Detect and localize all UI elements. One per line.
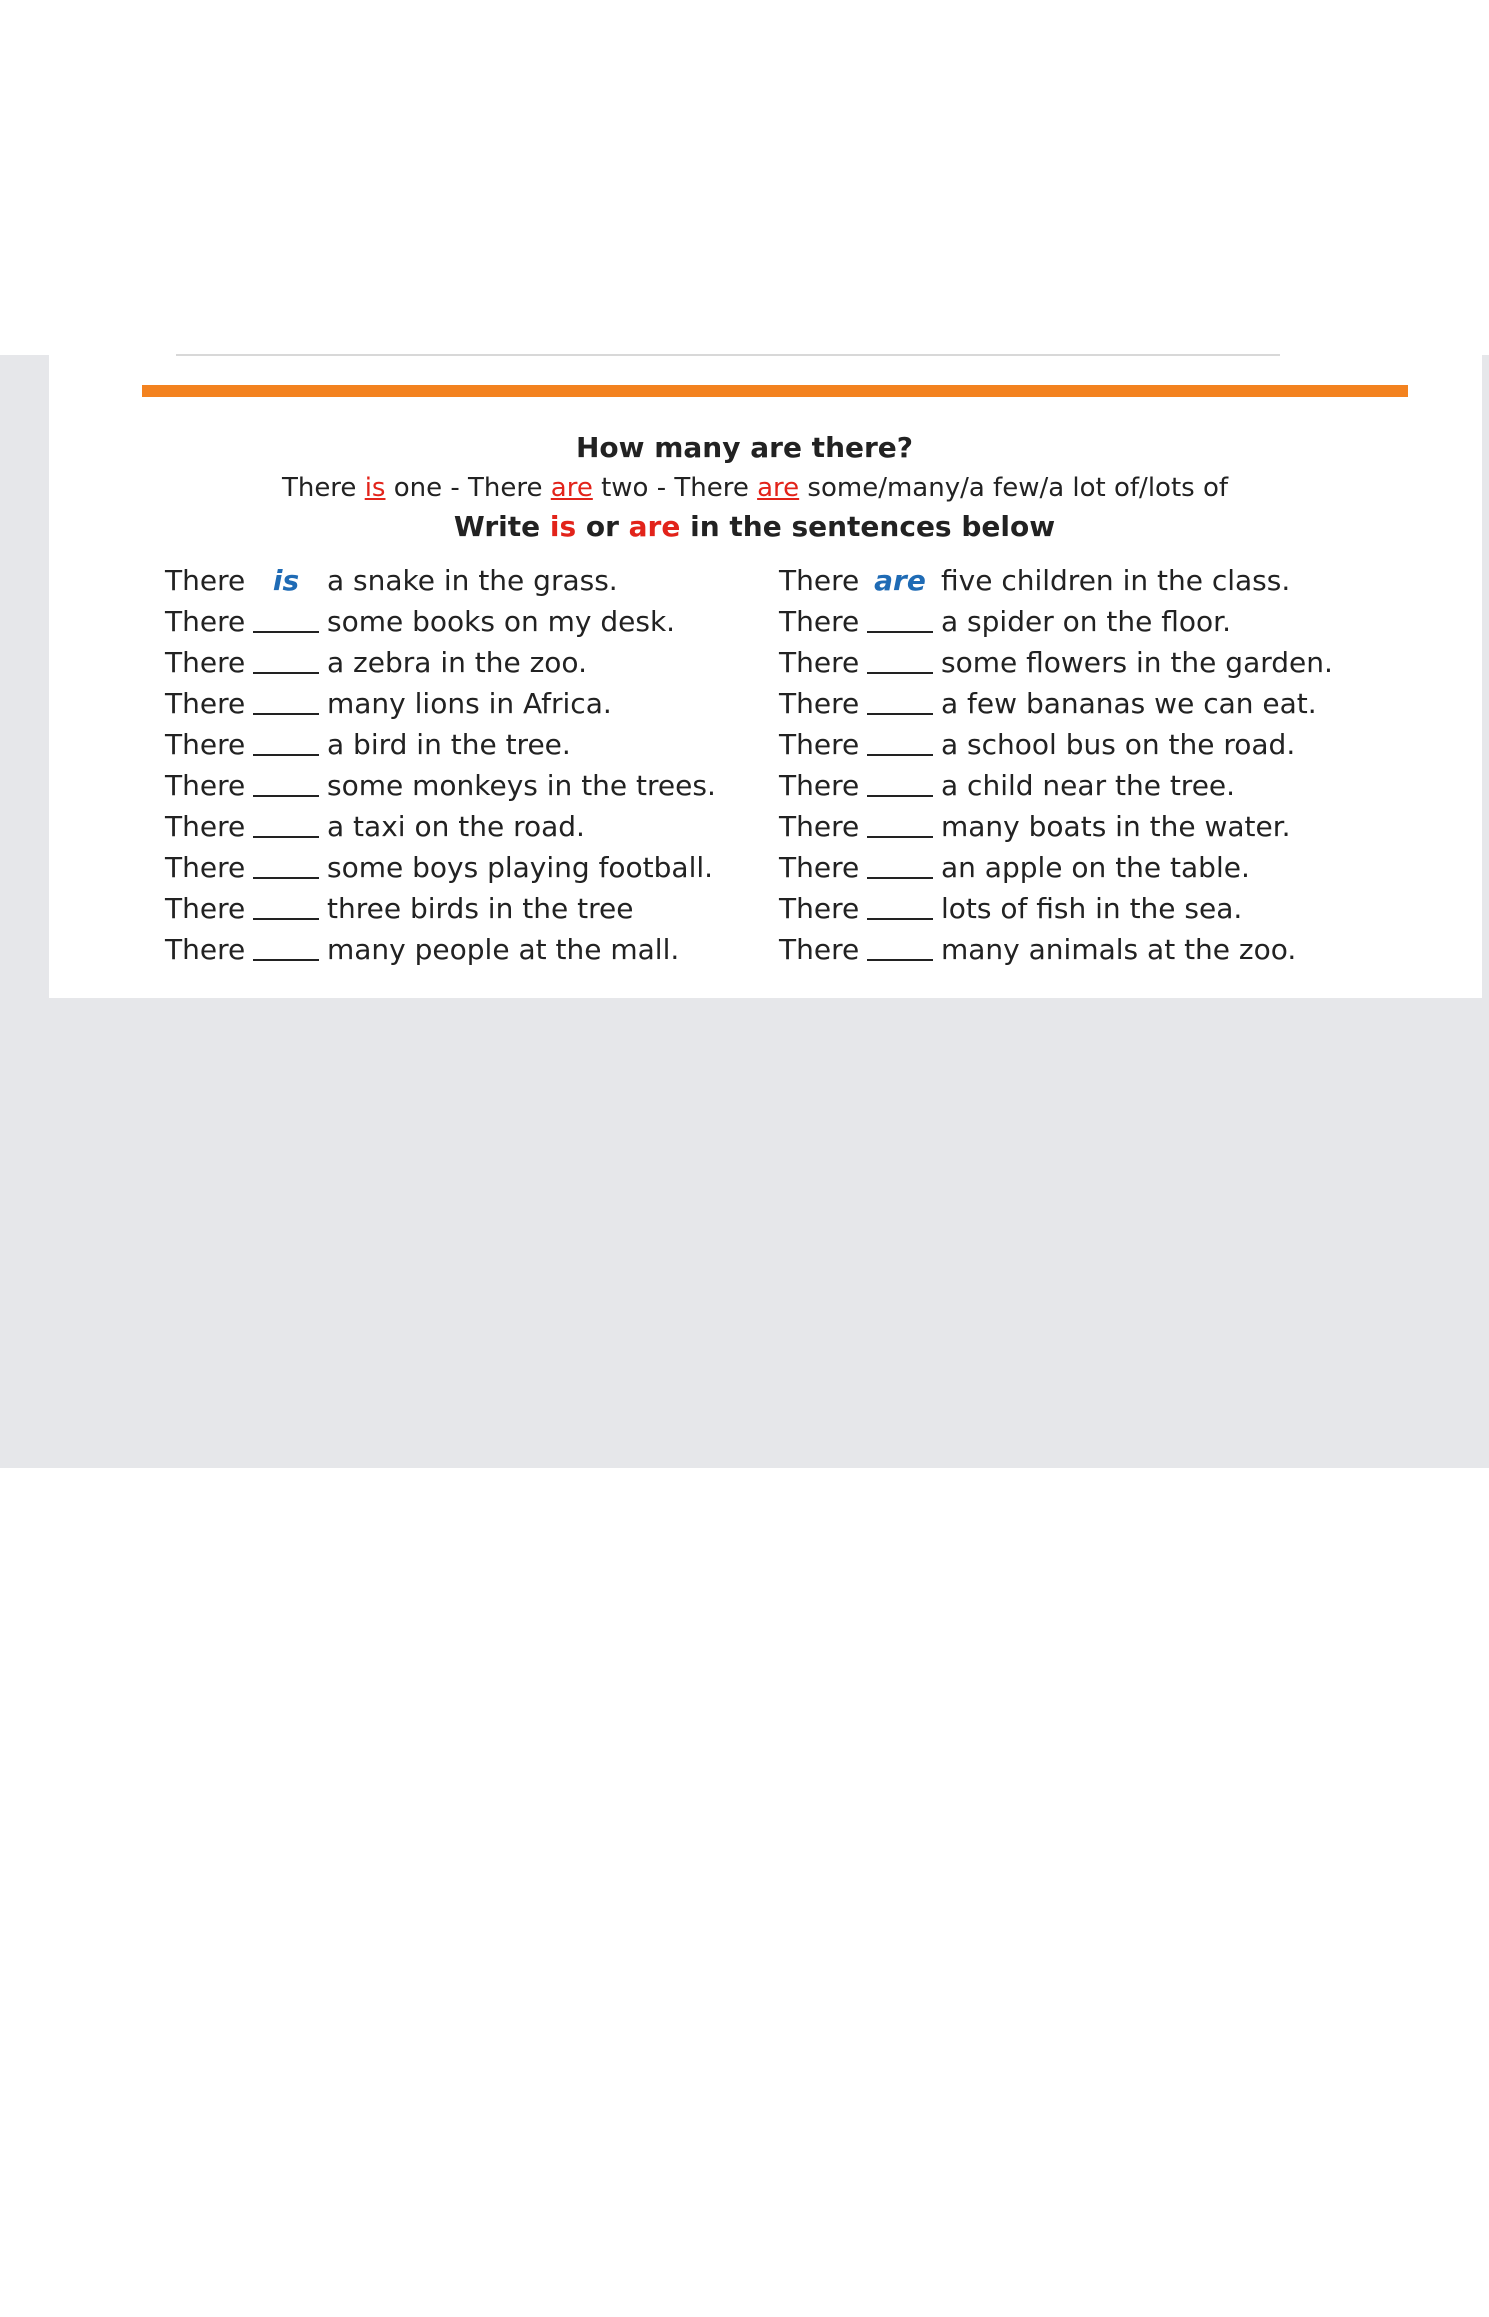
sentence-column-right bbox=[779, 560, 1333, 970]
sentence-end: a zebra in the zoo. bbox=[327, 646, 587, 679]
sentence-start: There bbox=[165, 687, 246, 720]
answer-blank bbox=[253, 685, 319, 715]
sentence-end: three birds in the tree bbox=[327, 892, 634, 925]
rule-keyword-are: are bbox=[757, 473, 800, 503]
example-answer: are bbox=[874, 564, 926, 597]
rule-text: There bbox=[281, 473, 365, 503]
sentence-start: There bbox=[779, 605, 860, 638]
answer-blank bbox=[867, 726, 933, 756]
sentence-row bbox=[779, 724, 1333, 765]
sentence-row bbox=[779, 765, 1333, 806]
sentence-row bbox=[165, 806, 716, 847]
sentence-start: There bbox=[165, 892, 246, 925]
sentence-end: a child near the tree. bbox=[941, 769, 1236, 802]
rule-keyword-is: is bbox=[364, 473, 386, 503]
answer-blank bbox=[253, 603, 319, 633]
sentence-start: There bbox=[165, 564, 246, 597]
instruction-text: Write bbox=[453, 510, 550, 543]
answer-blank bbox=[253, 808, 319, 838]
sentence-end: some boys playing football. bbox=[327, 851, 714, 884]
sentence-end: lots of fish in the sea. bbox=[941, 892, 1243, 925]
answer-blank bbox=[867, 849, 933, 879]
example-answer: is bbox=[272, 564, 300, 597]
instruction-text: in the sentences below bbox=[680, 510, 1056, 543]
answer-blank bbox=[867, 767, 933, 797]
sentence-start: There bbox=[779, 769, 860, 802]
sentence-end: many lions in Africa. bbox=[327, 687, 612, 720]
sentence-row bbox=[165, 847, 716, 888]
sentence-row bbox=[779, 642, 1333, 683]
sentence-end: some flowers in the garden. bbox=[941, 646, 1333, 679]
sentence-row bbox=[165, 642, 716, 683]
sentence-start: There bbox=[165, 769, 246, 802]
sentence-column-left bbox=[165, 560, 716, 970]
rule-text: one - There bbox=[385, 473, 551, 503]
answer-blank bbox=[867, 808, 933, 838]
sentence-row bbox=[165, 560, 716, 601]
sentence-start: There bbox=[779, 933, 860, 966]
orange-header-bar bbox=[142, 385, 1408, 397]
sentence-start: There bbox=[165, 646, 246, 679]
sentence-row bbox=[779, 929, 1333, 970]
answer-blank bbox=[253, 849, 319, 879]
instruction-keyword-is: is bbox=[549, 510, 577, 543]
sentence-row bbox=[165, 683, 716, 724]
answer-blank bbox=[867, 603, 933, 633]
sentence-end: a bird in the tree. bbox=[327, 728, 571, 761]
sentence-end: a taxi on the road. bbox=[327, 810, 585, 843]
sentence-row bbox=[779, 847, 1333, 888]
sentence-end: many people at the mall. bbox=[327, 933, 680, 966]
instruction-text: or bbox=[576, 510, 629, 543]
sentence-end: an apple on the table. bbox=[941, 851, 1250, 884]
answer-blank bbox=[867, 644, 933, 674]
sentence-start: There bbox=[779, 687, 860, 720]
sentence-end: some books on my desk. bbox=[327, 605, 676, 638]
sentence-end: some monkeys in the trees. bbox=[327, 769, 716, 802]
answer-blank bbox=[253, 931, 319, 961]
instruction-line bbox=[0, 509, 1489, 545]
sentence-end: many animals at the zoo. bbox=[941, 933, 1297, 966]
sentence-start: There bbox=[779, 728, 860, 761]
sentence-start: There bbox=[165, 728, 246, 761]
sentence-start: There bbox=[779, 564, 860, 597]
answer-blank bbox=[253, 644, 319, 674]
sentence-start: There bbox=[165, 933, 246, 966]
worksheet-title: How many are there? bbox=[575, 431, 914, 464]
answer-blank bbox=[867, 931, 933, 961]
sentence-start: There bbox=[779, 892, 860, 925]
sentence-row bbox=[165, 601, 716, 642]
answer-blank bbox=[253, 726, 319, 756]
sentence-start: There bbox=[165, 605, 246, 638]
sentence-end: five children in the class. bbox=[941, 564, 1291, 597]
sentence-start: There bbox=[165, 851, 246, 884]
sentence-row bbox=[779, 683, 1333, 724]
sentence-row bbox=[165, 724, 716, 765]
sentence-start: There bbox=[165, 810, 246, 843]
sentence-start: There bbox=[779, 851, 860, 884]
sentence-end: a school bus on the road. bbox=[941, 728, 1296, 761]
rule-text: some/many/a few/a lot of/lots of bbox=[799, 473, 1229, 503]
rule-text: two - There bbox=[592, 473, 758, 503]
answer-blank bbox=[867, 685, 933, 715]
sentence-end: a few bananas we can eat. bbox=[941, 687, 1317, 720]
sentence-end: many boats in the water. bbox=[941, 810, 1291, 843]
instruction-keyword-are: are bbox=[628, 510, 681, 543]
sentence-row bbox=[165, 929, 716, 970]
sentence-start: There bbox=[779, 646, 860, 679]
sentence-row bbox=[165, 765, 716, 806]
sentence-start: There bbox=[779, 810, 860, 843]
sentence-row bbox=[779, 888, 1333, 929]
grammar-rule-line bbox=[0, 470, 1489, 506]
top-divider bbox=[176, 354, 1280, 356]
answer-blank bbox=[253, 767, 319, 797]
rule-keyword-are: are bbox=[550, 473, 593, 503]
sentence-row bbox=[165, 888, 716, 929]
answer-blank bbox=[253, 890, 319, 920]
sentence-row bbox=[779, 806, 1333, 847]
sentence-row bbox=[779, 560, 1333, 601]
sentence-end: a snake in the grass. bbox=[327, 564, 618, 597]
answer-blank bbox=[867, 890, 933, 920]
sentence-row bbox=[779, 601, 1333, 642]
sentence-end: a spider on the floor. bbox=[941, 605, 1231, 638]
